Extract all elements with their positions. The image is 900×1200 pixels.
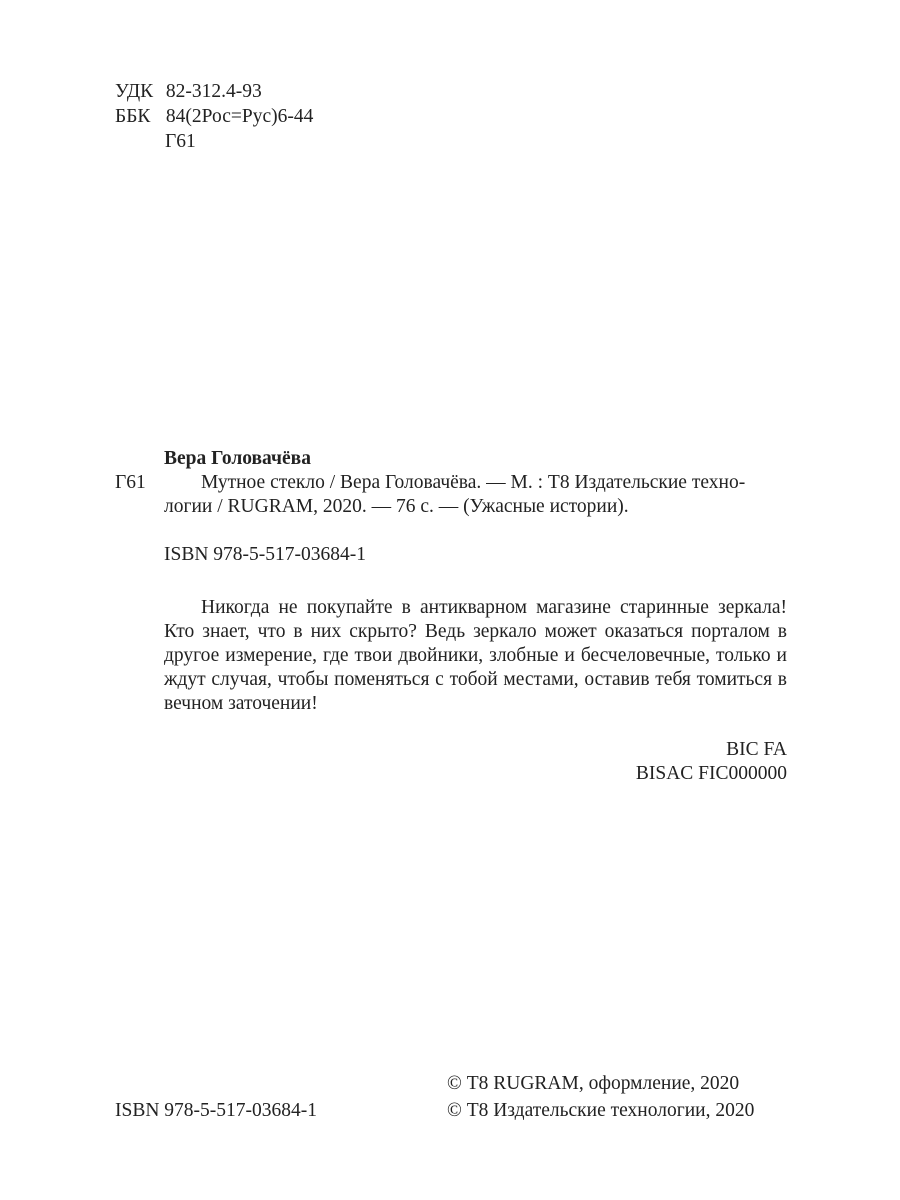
bbk-label: ББК	[115, 106, 151, 127]
catalog-line-2: логии / RUGRAM, 2020. — 76 с. — (Ужасные истории).	[164, 496, 629, 517]
copyright-line-2: © Т8 Издательские технологии, 2020	[447, 1100, 755, 1121]
bbk-row	[115, 105, 313, 130]
catalog-author: Вера Головачёва	[164, 448, 311, 469]
isbn-bottom: ISBN 978-5-517-03684-1	[115, 1100, 318, 1121]
catalog-entry	[115, 447, 787, 519]
udk-label: УДК	[115, 81, 154, 102]
bic-code: BIC FA	[726, 739, 787, 760]
catalog-description	[115, 471, 787, 519]
catalog-code: Г61	[115, 472, 146, 493]
annotation	[164, 596, 787, 716]
bisac-code: BISAC FIC000000	[635, 763, 787, 784]
author-sign: Г61	[165, 131, 196, 152]
bbk-value: 84(2Рос=Рус)6-44	[165, 106, 314, 127]
catalog-line-1: Мутное стекло / Вера Головачёва. — М. : Т8 Издательские техно-	[201, 472, 746, 493]
copyright-line-1: © Т8 RUGRAM, оформление, 2020	[447, 1073, 740, 1094]
udk-row	[115, 80, 313, 105]
isbn-top: ISBN 978-5-517-03684-1	[164, 544, 367, 565]
copyright-block	[447, 1072, 754, 1126]
udk-value: 82-312.4-93	[165, 81, 262, 102]
annotation-text: Никогда не покупайте в антикварном магазине старинные зеркала! Кто знает, что в них скрыто? Ведь зеркало может оказаться порталом в другое измерение, где твои двойники, злобные и бесчеловечные, только и ждут случая, чтобы поменяться с тобой местами, оставив тебя томиться в вечном заточении!	[164, 597, 787, 714]
classification-codes	[115, 80, 313, 155]
subject-codes	[636, 738, 787, 786]
